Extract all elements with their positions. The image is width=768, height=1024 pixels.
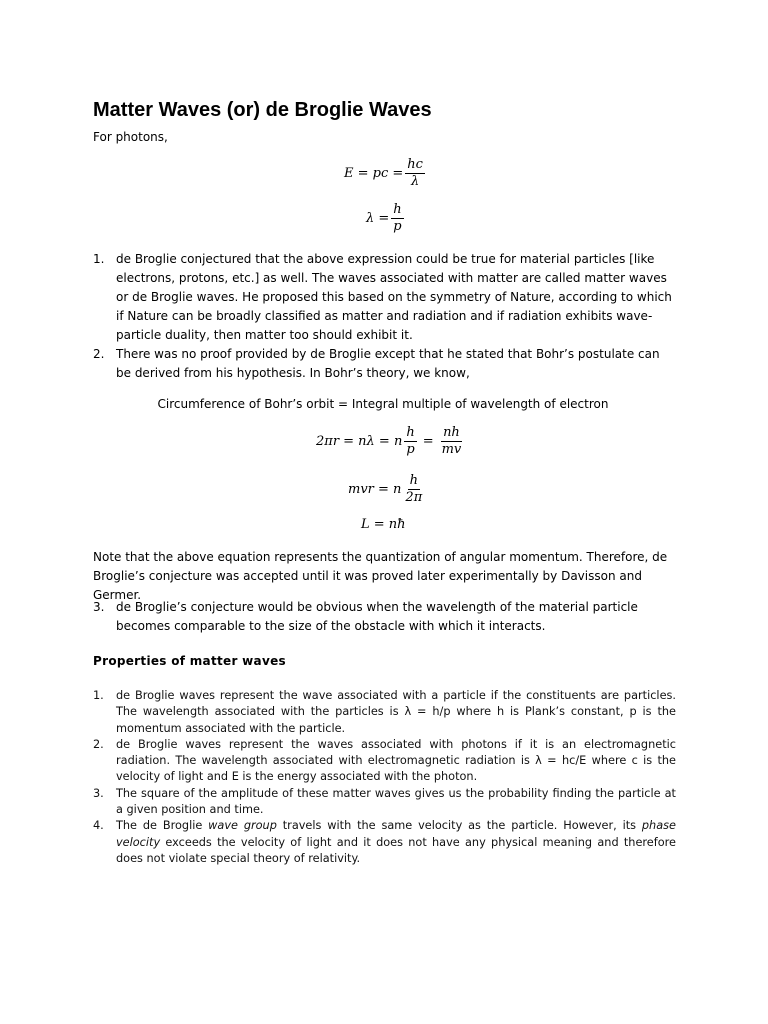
fraction-denominator: 2π	[405, 490, 423, 505]
equation-text: L = nħ	[361, 517, 406, 532]
list-number: 3.	[93, 786, 104, 800]
list-item-text: de Broglie conjectured that the above expression could be true for material particles [like electrons, protons, etc.] as well. The waves associated with matter are called matter waves or de Broglie waves. He proposed this based on the symmetry of Nature, according to which if Nature can be broadly classified as matter and radiation and if radiation exhibits wave-particle duality, then matter too should exhibit it.	[116, 252, 672, 342]
fraction-denominator: p	[406, 442, 415, 457]
list-item	[93, 786, 676, 819]
equation-angular-momentum	[348, 473, 426, 506]
equation-quantization	[361, 517, 406, 532]
intro-text: For photons,	[93, 130, 168, 144]
circumference-statement: Circumference of Bohr’s orbit = Integral multiple of wavelength of electron	[157, 397, 609, 411]
list-item-text: There was no proof provided by de Broglie except that he stated that Bohr’s postulate can be derived from his hypothesis. In Bohr’s theory, we know,	[116, 347, 660, 380]
fraction-numerator: h	[406, 425, 415, 440]
text-run: exceeds the velocity of light and it does not have any physical meaning and therefore does not violate special theory of relativity.	[116, 835, 676, 865]
fraction-numerator: h	[409, 473, 419, 488]
fraction	[391, 202, 403, 235]
equation-lhs: mvr = n	[348, 482, 402, 497]
list-item	[93, 688, 676, 737]
list-item	[93, 345, 673, 383]
list-item	[93, 250, 673, 345]
text-run: travels with the same velocity as the particle. However, its	[276, 819, 642, 833]
list-item-text: de Broglie waves represent the waves associated with photons if it is an electromagnetic radiation. The wavelength associated with electromagnetic radiation is λ = hc/E where c is the velocity of light and E is the energy associated with the photon.	[116, 737, 676, 784]
main-list	[93, 250, 673, 383]
fraction-numerator: nh	[443, 425, 460, 440]
item-3-list	[93, 598, 673, 636]
list-number: 4.	[93, 819, 104, 833]
list-item-text: de Broglie’s conjecture would be obvious when the wavelength of the material particle becomes comparable to the size of the obstacle with which it interacts.	[116, 600, 638, 633]
list-number: 3.	[93, 600, 105, 614]
fraction-numerator: h	[393, 202, 402, 217]
list-item	[93, 818, 676, 867]
list-item-text: de Broglie waves represent the wave associated with a particle if the constituents are particles. The wavelength associated with the particles is λ = h/p where h is Plank’s constant, p is the momentum associated with the particle.	[116, 689, 676, 735]
list-number: 1.	[93, 689, 104, 702]
equation-lhs: λ =	[366, 211, 390, 226]
fraction-denominator: mv	[441, 442, 462, 457]
list-item	[93, 737, 676, 786]
list-item	[93, 598, 673, 636]
equation-bohr-orbit	[316, 425, 465, 458]
note-paragraph: Note that the above equation represents the quantization of angular momentum. Therefore, de Broglie’s conjecture was accepted until it was proved later experimentally by Davisson and Germer.	[93, 550, 668, 602]
list-number: 2.	[93, 347, 105, 361]
list-item-text: The square of the amplitude of these matter waves gives us the probability finding the particle at a given position and time.	[116, 786, 676, 817]
list-number: 2.	[93, 737, 104, 751]
equals-sign: =	[422, 434, 434, 449]
fraction-denominator: p	[393, 219, 402, 234]
emphasis-text: phase velocity	[116, 819, 676, 849]
properties-list	[93, 688, 676, 867]
fraction	[405, 157, 425, 190]
list-number: 1.	[93, 252, 105, 266]
emphasis-text: wave group	[208, 819, 277, 833]
list-item-text	[116, 819, 676, 865]
fraction-denominator: λ	[410, 174, 420, 189]
equation-energy	[344, 157, 427, 190]
section-heading: Properties of matter waves	[93, 654, 286, 668]
equation-wavelength	[366, 202, 406, 235]
fraction	[440, 425, 464, 458]
equation-lhs: 2πr = nλ = n	[316, 434, 403, 449]
page-title: Matter Waves (or) de Broglie Waves	[93, 99, 432, 121]
text-run: The de Broglie	[116, 819, 209, 833]
fraction-numerator: hc	[407, 157, 423, 172]
equation-lhs: E = pc =	[344, 166, 404, 181]
fraction	[403, 473, 424, 506]
fraction	[404, 425, 416, 458]
